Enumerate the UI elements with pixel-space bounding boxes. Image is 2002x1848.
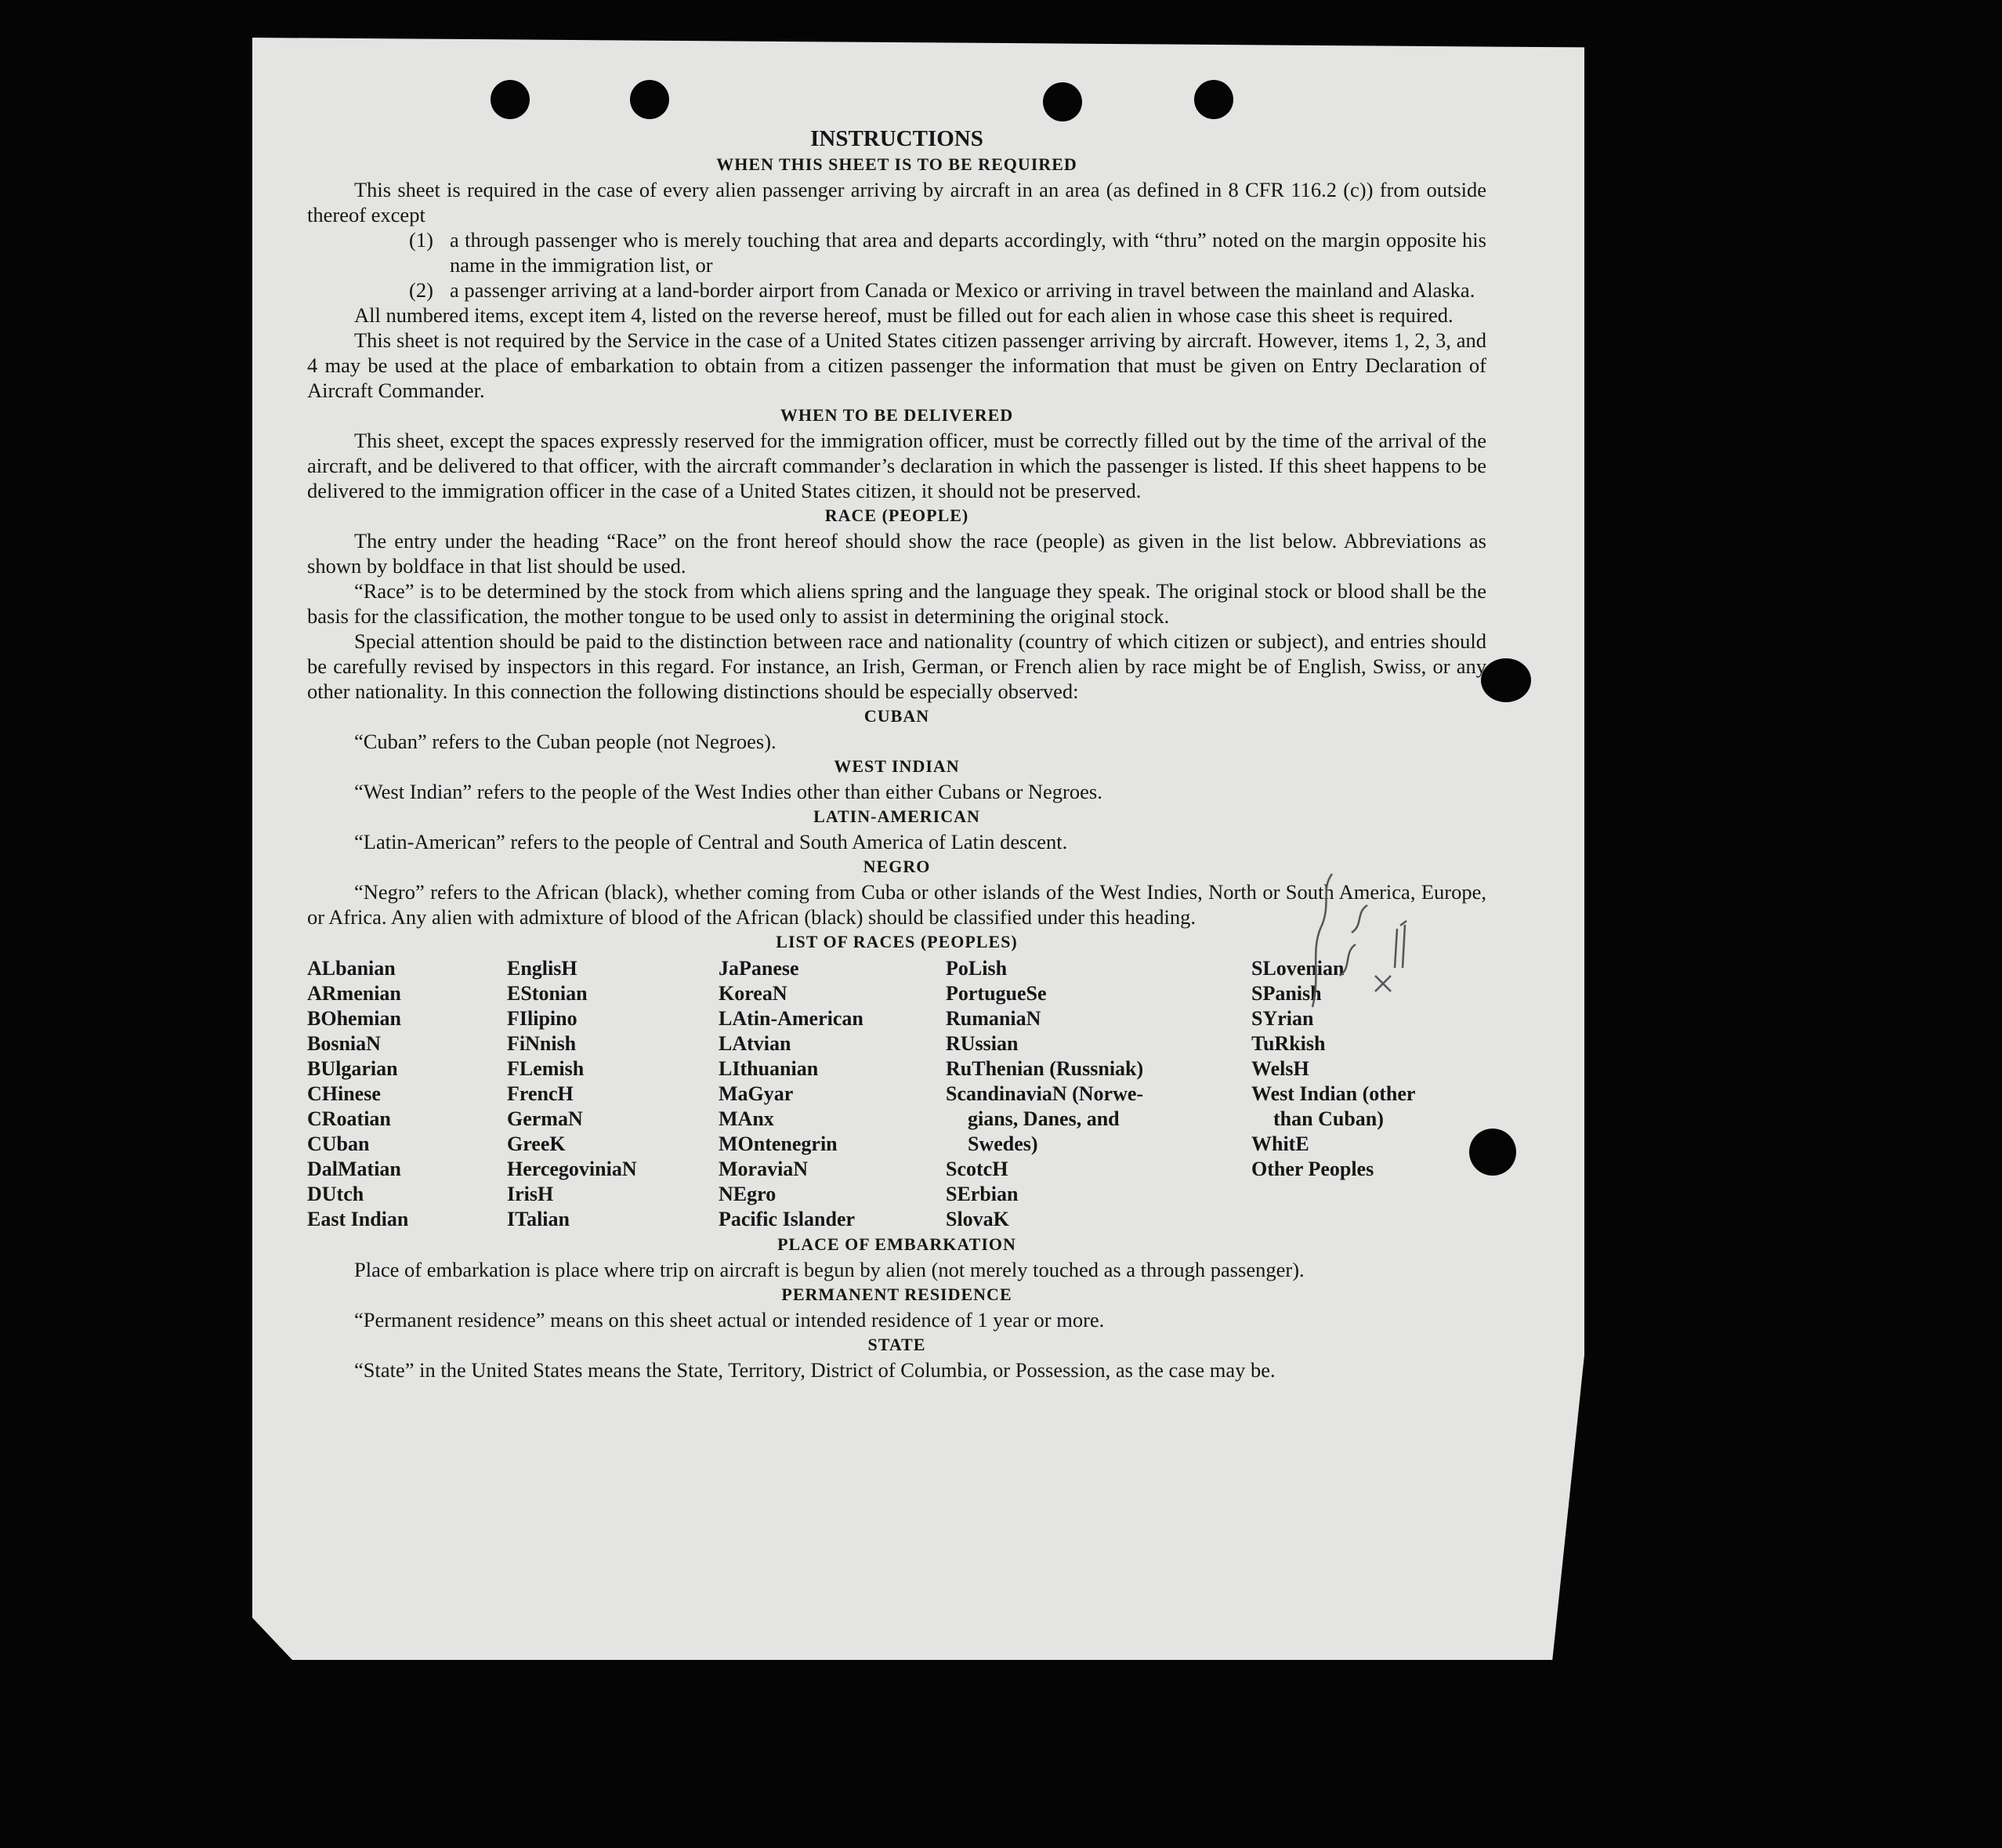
race-entry: MoraviaN — [719, 1158, 809, 1180]
section-heading: PERMANENT RESIDENCE — [781, 1285, 1012, 1304]
paragraph: This sheet, except the spaces expressly reserved for the immigration officer, must be correctly filled out by the time of the arrival of the aircraft, and be delivered to that officer, with the aircraft commander’s declaration in which the passenger is listed. If this sheet happens to be delivered to the immigration officer in the case of a United States citizen, it should not be preserved. — [307, 429, 1486, 502]
race-entry: WelsH — [1251, 1057, 1309, 1080]
race-entry: BOhemian — [307, 1007, 401, 1030]
section-heading: WHEN THIS SHEET IS TO BE REQUIRED — [716, 154, 1077, 174]
handwritten-annotation — [1297, 858, 1414, 1015]
race-entry: EnglisH — [507, 957, 577, 980]
race-entry: gians, Danes, and — [968, 1107, 1120, 1130]
race-entry: MAnx — [719, 1107, 774, 1130]
race-entry: NEgro — [719, 1183, 777, 1205]
race-entry: HercegoviniaN — [507, 1158, 637, 1180]
race-entry: RUssian — [946, 1032, 1019, 1055]
item-number: (2) — [409, 278, 433, 302]
paragraph: This sheet is required in the case of every alien passenger arriving by aircraft in an area (as defined in 8 CFR 116.2 (c)) from outside thereof except — [307, 178, 1486, 226]
punch-hole — [1194, 80, 1233, 119]
race-entry: ScotcH — [946, 1158, 1008, 1180]
punch-hole — [491, 80, 530, 119]
page-title: INSTRUCTIONS — [810, 126, 983, 151]
race-entry: EStonian — [507, 982, 588, 1005]
race-entry: RumaniaN — [946, 1007, 1041, 1030]
section-heading: NEGRO — [863, 857, 931, 876]
item-text: a through passenger who is merely touching that area and departs accordingly, with “thru” noted on the margin opposite his name in the immigration list, or — [450, 228, 1486, 277]
paragraph: Special attention should be paid to the distinction between race and nationality (country of which citizen or subject), and entries should be carefully revised by inspectors in this regard. For instance, an Irish, German, or French alien by race might be of English, Swiss, or any other nationality. In this connection the following distinctions should be especially observed: — [307, 629, 1486, 703]
race-entry: ScandinaviaN (Norwe- — [946, 1082, 1144, 1105]
paragraph: “Negro” refers to the African (black), whether coming from Cuba or other islands of the West Indies, North or South America, Europe, or Africa. Any alien with admixture of blood of the African (black) should be classified under this heading. — [307, 880, 1486, 929]
race-entry: Pacific Islander — [719, 1208, 856, 1230]
race-entry: SErbian — [946, 1183, 1019, 1205]
race-entry: FLemish — [507, 1057, 585, 1080]
section-heading: RACE (PEOPLE) — [824, 505, 969, 525]
race-entry: SYrian — [1251, 1007, 1314, 1030]
race-entry: East Indian — [307, 1208, 409, 1230]
race-entry: CUban — [307, 1132, 370, 1155]
race-column — [946, 956, 1251, 1232]
race-entry: MaGyar — [719, 1082, 794, 1105]
section-heading: WHEN TO BE DELIVERED — [780, 405, 1014, 425]
race-entry: than Cuban) — [1273, 1107, 1384, 1130]
race-entry: TuRkish — [1251, 1032, 1326, 1055]
race-entry: BosniaN — [307, 1032, 381, 1055]
race-entry: GermaN — [507, 1107, 583, 1130]
race-entry: CHinese — [307, 1082, 381, 1105]
race-entry: ITalian — [507, 1208, 570, 1230]
paragraph: “State” in the United States means the State, Territory, District of Columbia, or Possession, as the case may be. — [354, 1358, 1276, 1382]
race-entry: West Indian (other — [1251, 1082, 1416, 1105]
race-entry: SlovaK — [946, 1208, 1009, 1230]
race-entry: RuThenian (Russniak) — [946, 1057, 1144, 1080]
race-entry: SPanish — [1251, 982, 1322, 1005]
race-entry: PortugueSe — [946, 982, 1047, 1005]
race-column — [307, 956, 507, 1232]
race-entry: Swedes) — [968, 1132, 1038, 1155]
paragraph: “Cuban” refers to the Cuban people (not Negroes). — [354, 730, 777, 753]
race-entry: SLovenian — [1251, 957, 1345, 980]
section-heading: CUBAN — [863, 706, 930, 726]
race-column — [507, 956, 719, 1232]
race-entry: LIthuanian — [719, 1057, 819, 1080]
paragraph: Place of embarkation is place where trip on aircraft is begun by alien (not merely touched as a through passenger). — [354, 1258, 1305, 1281]
race-entry: CRoatian — [307, 1107, 391, 1130]
race-entry: FrencH — [507, 1082, 574, 1105]
race-entry: FiNnish — [507, 1032, 577, 1055]
ink-blot — [1481, 658, 1531, 702]
paragraph: “Race” is to be determined by the stock from which aliens spring and the language they speak. The original stock or blood shall be the basis for the classification, the mother tongue to be used only to assist in determining the original stock. — [307, 579, 1486, 628]
race-entry: PoLish — [946, 957, 1008, 980]
race-entry: MOntenegrin — [719, 1132, 838, 1155]
race-entry: GreeK — [507, 1132, 566, 1155]
race-entry: ALbanian — [307, 957, 396, 980]
item-text: a passenger arriving at a land-border airport from Canada or Mexico or arriving in travel between the mainland and Alaska. — [450, 278, 1475, 302]
race-column — [719, 956, 946, 1232]
race-entry: DalMatian — [307, 1158, 401, 1180]
section-heading: PLACE OF EMBARKATION — [777, 1234, 1016, 1254]
instructions-body — [307, 125, 1486, 1382]
race-entry: Other Peoples — [1251, 1158, 1374, 1180]
race-entry: BUlgarian — [307, 1057, 398, 1080]
section-heading: WEST INDIAN — [834, 756, 960, 776]
race-entry: WhitE — [1251, 1132, 1309, 1155]
race-entry: KoreaN — [719, 982, 787, 1005]
paragraph: “Latin-American” refers to the people of Central and South America of Latin descent. — [354, 830, 1068, 853]
race-entry: DUtch — [307, 1183, 364, 1205]
race-entry: ARmenian — [307, 982, 401, 1005]
race-entry: FIlipino — [507, 1007, 577, 1030]
item-number: (1) — [409, 228, 433, 252]
race-entry: LAtvian — [719, 1032, 791, 1055]
race-entry: JaPanese — [719, 957, 799, 980]
paragraph: This sheet is not required by the Service in the case of a United States citizen passenger arriving by aircraft. However, items 1, 2, 3, and 4 may be used at the place of embarkation to obtain from a citizen passenger the information that must be given on Entry Declaration of Aircraft Commander. — [307, 328, 1486, 402]
paragraph: The entry under the heading “Race” on the front hereof should show the race (people) as given in the list below. Abbreviations as shown by boldface in that list should be used. — [307, 529, 1486, 578]
race-entry: LAtin-American — [719, 1007, 863, 1030]
section-heading: LIST OF RACES (PEOPLES) — [776, 932, 1018, 951]
race-entry: IrisH — [507, 1183, 554, 1205]
punch-hole — [630, 80, 669, 119]
section-heading: STATE — [867, 1335, 926, 1354]
list-item — [307, 227, 1486, 277]
section-heading: LATIN-AMERICAN — [813, 806, 980, 826]
paragraph: “West Indian” refers to the people of the West Indies other than either Cubans or Negroes. — [354, 780, 1102, 803]
punch-hole — [1043, 82, 1082, 121]
list-item — [307, 277, 1486, 303]
paragraph: All numbered items, except item 4, listed on the reverse hereof, must be filled out for each alien in whose case this sheet is required. — [354, 303, 1454, 327]
paragraph: “Permanent residence” means on this sheet actual or intended residence of 1 year or more. — [354, 1308, 1105, 1332]
